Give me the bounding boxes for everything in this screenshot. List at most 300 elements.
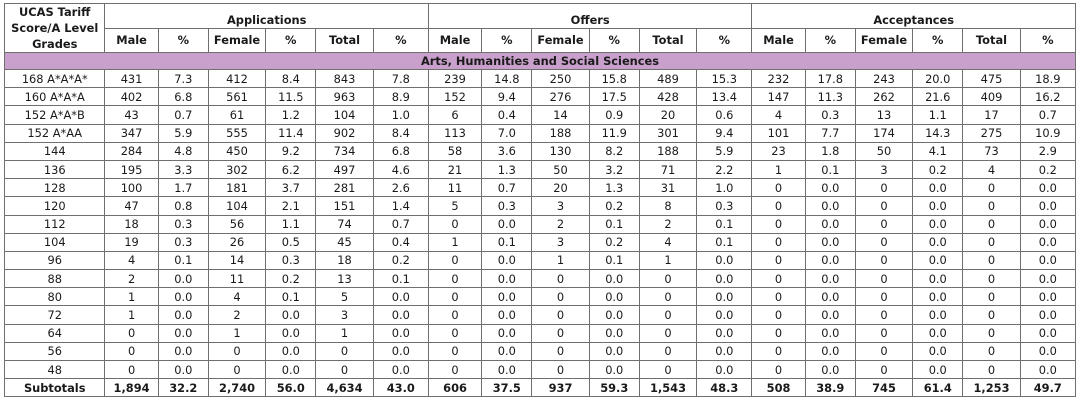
value-cell: 0.0 [805, 233, 855, 251]
value-cell: 4 [208, 288, 265, 306]
value-cell: 0.0 [913, 306, 963, 324]
table-row [5, 70, 1076, 88]
value-cell: 0.0 [805, 324, 855, 342]
value-cell: 7.3 [158, 70, 208, 88]
subtotal-cell: 937 [532, 379, 589, 397]
value-cell: 0.0 [913, 179, 963, 197]
acceptances-subheader: Female [855, 28, 912, 53]
grade-cell: 128 [5, 179, 105, 197]
value-cell: 11 [208, 270, 265, 288]
value-cell: 7.0 [482, 124, 532, 142]
offers-subheader: % [482, 28, 532, 53]
value-cell: 0.0 [805, 197, 855, 215]
value-cell: 0.0 [158, 324, 208, 342]
table-row [5, 324, 1076, 342]
value-cell: 7.8 [373, 70, 428, 88]
value-cell: 0.0 [1020, 342, 1075, 360]
value-cell: 0.0 [697, 324, 752, 342]
value-cell: 0 [963, 270, 1020, 288]
value-cell: 50 [855, 142, 912, 160]
value-cell: 0 [855, 215, 912, 233]
grade-cell: 72 [5, 306, 105, 324]
value-cell: 104 [316, 106, 373, 124]
value-cell: 0 [639, 361, 696, 379]
table-row [5, 342, 1076, 360]
offers-subheader: % [697, 28, 752, 53]
value-cell: 0.0 [482, 270, 532, 288]
table-row [5, 270, 1076, 288]
value-cell: 0.2 [373, 251, 428, 269]
value-cell: 1 [316, 324, 373, 342]
value-cell: 0 [855, 342, 912, 360]
value-cell: 0.0 [1020, 179, 1075, 197]
value-cell: 0.0 [158, 270, 208, 288]
value-cell: 58 [428, 142, 481, 160]
value-cell: 8.2 [589, 142, 639, 160]
applications-subheader: % [373, 28, 428, 53]
value-cell: 0.3 [805, 106, 855, 124]
grade-cell: 104 [5, 233, 105, 251]
value-cell: 0 [752, 324, 805, 342]
value-cell: 409 [963, 88, 1020, 106]
value-cell: 0.0 [1020, 215, 1075, 233]
value-cell: 0 [855, 197, 912, 215]
acceptances-subheader: % [913, 28, 963, 53]
value-cell: 0.1 [373, 270, 428, 288]
value-cell: 2.6 [373, 179, 428, 197]
value-cell: 0 [752, 251, 805, 269]
value-cell: 0 [639, 288, 696, 306]
grade-cell: 56 [5, 342, 105, 360]
value-cell: 0 [532, 306, 589, 324]
subtotal-cell: 1,253 [963, 379, 1020, 397]
subtotal-cell: 745 [855, 379, 912, 397]
value-cell: 71 [639, 160, 696, 178]
subtotal-cell: 37.5 [482, 379, 532, 397]
value-cell: 1.0 [373, 106, 428, 124]
value-cell: 19 [105, 233, 158, 251]
value-cell: 0.1 [589, 251, 639, 269]
subtotals-row [5, 379, 1076, 397]
value-cell: 243 [855, 70, 912, 88]
value-cell: 0.0 [805, 251, 855, 269]
value-cell: 0.3 [158, 233, 208, 251]
value-cell: 302 [208, 160, 265, 178]
value-cell: 8 [639, 197, 696, 215]
section-row [5, 53, 1076, 70]
value-cell: 174 [855, 124, 912, 142]
value-cell: 0 [428, 361, 481, 379]
value-cell: 0 [316, 361, 373, 379]
table-row [5, 306, 1076, 324]
value-cell: 0.0 [913, 251, 963, 269]
value-cell: 0 [639, 306, 696, 324]
value-cell: 0.0 [913, 324, 963, 342]
value-cell: 0.0 [913, 342, 963, 360]
value-cell: 0 [963, 324, 1020, 342]
table-row [5, 88, 1076, 106]
value-cell: 0 [963, 233, 1020, 251]
value-cell: 0.0 [158, 306, 208, 324]
value-cell: 0 [639, 324, 696, 342]
value-cell: 4.8 [158, 142, 208, 160]
value-cell: 0 [428, 324, 481, 342]
value-cell: 18.9 [1020, 70, 1075, 88]
value-cell: 17.8 [805, 70, 855, 88]
section-title: Arts, Humanities and Social Sciences [5, 53, 1076, 70]
grade-cell: 136 [5, 160, 105, 178]
value-cell: 0 [855, 306, 912, 324]
value-cell: 147 [752, 88, 805, 106]
value-cell: 0 [639, 270, 696, 288]
value-cell: 0.0 [1020, 288, 1075, 306]
value-cell: 1.3 [482, 160, 532, 178]
table-row [5, 288, 1076, 306]
value-cell: 0.2 [589, 197, 639, 215]
applications-subheader: % [266, 28, 316, 53]
value-cell: 232 [752, 70, 805, 88]
subheader-row [5, 28, 1076, 53]
value-cell: 50 [532, 160, 589, 178]
value-cell: 130 [532, 142, 589, 160]
value-cell: 4 [105, 251, 158, 269]
acceptances-subheader: Total [963, 28, 1020, 53]
value-cell: 262 [855, 88, 912, 106]
value-cell: 1.4 [373, 197, 428, 215]
value-cell: 100 [105, 179, 158, 197]
offers-header: Offers [428, 4, 752, 29]
value-cell: 4.6 [373, 160, 428, 178]
value-cell: 402 [105, 88, 158, 106]
value-cell: 0 [963, 197, 1020, 215]
value-cell: 1 [105, 288, 158, 306]
value-cell: 0 [532, 270, 589, 288]
value-cell: 104 [208, 197, 265, 215]
value-cell: 428 [639, 88, 696, 106]
value-cell: 0.0 [697, 288, 752, 306]
value-cell: 0 [105, 324, 158, 342]
table-row [5, 197, 1076, 215]
value-cell: 0.2 [589, 233, 639, 251]
value-cell: 0 [532, 342, 589, 360]
value-cell: 1 [752, 160, 805, 178]
value-cell: 275 [963, 124, 1020, 142]
value-cell: 181 [208, 179, 265, 197]
value-cell: 0.0 [482, 288, 532, 306]
value-cell: 0 [855, 179, 912, 197]
value-cell: 151 [316, 197, 373, 215]
subtotal-cell: 49.7 [1020, 379, 1075, 397]
value-cell: 0.0 [1020, 270, 1075, 288]
value-cell: 963 [316, 88, 373, 106]
value-cell: 11.5 [266, 88, 316, 106]
value-cell: 0.0 [373, 361, 428, 379]
value-cell: 0.0 [1020, 251, 1075, 269]
value-cell: 0.4 [482, 106, 532, 124]
value-cell: 6.2 [266, 160, 316, 178]
value-cell: 8.9 [373, 88, 428, 106]
table-row [5, 142, 1076, 160]
value-cell: 0.0 [589, 288, 639, 306]
value-cell: 3 [316, 306, 373, 324]
value-cell: 0.0 [1020, 233, 1075, 251]
value-cell: 0.4 [373, 233, 428, 251]
value-cell: 0.7 [1020, 106, 1075, 124]
value-cell: 0 [855, 251, 912, 269]
value-cell: 0.0 [373, 342, 428, 360]
value-cell: 5.9 [697, 142, 752, 160]
value-cell: 17.5 [589, 88, 639, 106]
value-cell: 0.3 [482, 197, 532, 215]
offers-subheader: Female [532, 28, 589, 53]
value-cell: 11.4 [266, 124, 316, 142]
value-cell: 0.0 [373, 288, 428, 306]
value-cell: 0.0 [805, 179, 855, 197]
subtotal-cell: 32.2 [158, 379, 208, 397]
value-cell: 10.9 [1020, 124, 1075, 142]
value-cell: 0.0 [805, 288, 855, 306]
table-body [5, 53, 1076, 397]
value-cell: 902 [316, 124, 373, 142]
applications-subheader: Male [105, 28, 158, 53]
value-cell: 0 [208, 342, 265, 360]
value-cell: 0.0 [697, 361, 752, 379]
value-cell: 0.0 [266, 342, 316, 360]
value-cell: 1 [428, 233, 481, 251]
value-cell: 0.0 [482, 215, 532, 233]
value-cell: 0.0 [1020, 306, 1075, 324]
value-cell: 0.5 [266, 233, 316, 251]
applications-header: Applications [105, 4, 428, 29]
value-cell: 0.0 [1020, 361, 1075, 379]
value-cell: 0 [963, 342, 1020, 360]
value-cell: 0 [855, 233, 912, 251]
value-cell: 1 [208, 324, 265, 342]
value-cell: 6.8 [158, 88, 208, 106]
value-cell: 0.0 [1020, 197, 1075, 215]
value-cell: 1 [639, 251, 696, 269]
value-cell: 0.0 [589, 324, 639, 342]
value-cell: 0 [963, 251, 1020, 269]
value-cell: 0.0 [589, 306, 639, 324]
value-cell: 3 [855, 160, 912, 178]
value-cell: 2 [208, 306, 265, 324]
value-cell: 0 [963, 306, 1020, 324]
value-cell: 734 [316, 142, 373, 160]
value-cell: 0.2 [266, 270, 316, 288]
subtotal-cell: 508 [752, 379, 805, 397]
value-cell: 0.0 [913, 288, 963, 306]
value-cell: 31 [639, 179, 696, 197]
grade-cell: 152 A*A*B [5, 106, 105, 124]
value-cell: 0.0 [805, 306, 855, 324]
value-cell: 13.4 [697, 88, 752, 106]
tariff-table [4, 3, 1076, 397]
value-cell: 14 [532, 106, 589, 124]
value-cell: 2 [105, 270, 158, 288]
value-cell: 11.3 [805, 88, 855, 106]
value-cell: 0.3 [697, 197, 752, 215]
value-cell: 0 [855, 361, 912, 379]
value-cell: 0.0 [266, 361, 316, 379]
subtotal-cell: 43.0 [373, 379, 428, 397]
value-cell: 0 [963, 361, 1020, 379]
value-cell: 0.3 [266, 251, 316, 269]
value-cell: 0.9 [589, 106, 639, 124]
value-cell: 73 [963, 142, 1020, 160]
value-cell: 0 [752, 270, 805, 288]
offers-subheader: Male [428, 28, 481, 53]
value-cell: 0.0 [697, 342, 752, 360]
value-cell: 0.0 [805, 215, 855, 233]
table-row [5, 251, 1076, 269]
value-cell: 0 [428, 251, 481, 269]
value-cell: 3 [532, 197, 589, 215]
grade-column-header: UCAS Tariff Score/A Level Grades [5, 4, 105, 53]
offers-subheader: Total [639, 28, 696, 53]
grade-cell: 48 [5, 361, 105, 379]
value-cell: 0 [855, 270, 912, 288]
value-cell: 45 [316, 233, 373, 251]
value-cell: 8.4 [373, 124, 428, 142]
value-cell: 21 [428, 160, 481, 178]
value-cell: 0.0 [913, 270, 963, 288]
value-cell: 0.0 [158, 288, 208, 306]
value-cell: 9.2 [266, 142, 316, 160]
value-cell: 11.9 [589, 124, 639, 142]
grade-cell: 112 [5, 215, 105, 233]
offers-subheader: % [589, 28, 639, 53]
value-cell: 4 [752, 106, 805, 124]
value-cell: 0 [752, 306, 805, 324]
value-cell: 0.0 [158, 361, 208, 379]
subtotal-cell: 38.9 [805, 379, 855, 397]
grade-cell: 168 A*A*A* [5, 70, 105, 88]
value-cell: 1 [105, 306, 158, 324]
value-cell: 0 [752, 215, 805, 233]
value-cell: 0.0 [913, 197, 963, 215]
value-cell: 18 [105, 215, 158, 233]
value-cell: 0 [752, 361, 805, 379]
value-cell: 23 [752, 142, 805, 160]
value-cell: 0 [752, 197, 805, 215]
value-cell: 281 [316, 179, 373, 197]
value-cell: 276 [532, 88, 589, 106]
value-cell: 0.3 [158, 215, 208, 233]
value-cell: 561 [208, 88, 265, 106]
value-cell: 3.7 [266, 179, 316, 197]
value-cell: 0 [963, 179, 1020, 197]
value-cell: 1.8 [805, 142, 855, 160]
value-cell: 9.4 [482, 88, 532, 106]
value-cell: 188 [532, 124, 589, 142]
value-cell: 0.0 [482, 342, 532, 360]
value-cell: 0.0 [373, 324, 428, 342]
subtotal-cell: 1,543 [639, 379, 696, 397]
value-cell: 0.7 [482, 179, 532, 197]
value-cell: 0 [752, 233, 805, 251]
value-cell: 7.7 [805, 124, 855, 142]
applications-subheader: Female [208, 28, 265, 53]
value-cell: 6 [428, 106, 481, 124]
value-cell: 1.7 [158, 179, 208, 197]
grade-cell: 96 [5, 251, 105, 269]
value-cell: 0.1 [482, 233, 532, 251]
value-cell: 17 [963, 106, 1020, 124]
grade-cell: 144 [5, 142, 105, 160]
value-cell: 4 [639, 233, 696, 251]
value-cell: 0 [855, 324, 912, 342]
table-row [5, 124, 1076, 142]
value-cell: 0 [428, 288, 481, 306]
value-cell: 0.1 [805, 160, 855, 178]
value-cell: 20 [532, 179, 589, 197]
value-cell: 15.3 [697, 70, 752, 88]
value-cell: 61 [208, 106, 265, 124]
subtotal-cell: 4,634 [316, 379, 373, 397]
subtotal-cell: 59.3 [589, 379, 639, 397]
value-cell: 250 [532, 70, 589, 88]
table-row [5, 160, 1076, 178]
value-cell: 0.0 [482, 324, 532, 342]
value-cell: 0.1 [589, 215, 639, 233]
subtotals-label: Subtotals [5, 379, 105, 397]
value-cell: 301 [639, 124, 696, 142]
subtotal-cell: 56.0 [266, 379, 316, 397]
value-cell: 0.2 [913, 160, 963, 178]
value-cell: 5.9 [158, 124, 208, 142]
value-cell: 152 [428, 88, 481, 106]
value-cell: 1.2 [266, 106, 316, 124]
value-cell: 0.1 [697, 233, 752, 251]
value-cell: 0.0 [913, 215, 963, 233]
subtotal-cell: 48.3 [697, 379, 752, 397]
value-cell: 0 [963, 288, 1020, 306]
value-cell: 2.1 [266, 197, 316, 215]
value-cell: 5 [316, 288, 373, 306]
table-row [5, 106, 1076, 124]
value-cell: 18 [316, 251, 373, 269]
value-cell: 2 [532, 215, 589, 233]
value-cell: 412 [208, 70, 265, 88]
value-cell: 0.0 [805, 342, 855, 360]
grade-cell: 80 [5, 288, 105, 306]
value-cell: 0.0 [266, 324, 316, 342]
value-cell: 56 [208, 215, 265, 233]
value-cell: 1.1 [913, 106, 963, 124]
applications-subheader: Total [316, 28, 373, 53]
value-cell: 0.0 [482, 361, 532, 379]
value-cell: 14.8 [482, 70, 532, 88]
table-row [5, 361, 1076, 379]
value-cell: 74 [316, 215, 373, 233]
acceptances-subheader: % [805, 28, 855, 53]
value-cell: 43 [105, 106, 158, 124]
value-cell: 2.2 [697, 160, 752, 178]
grade-cell: 88 [5, 270, 105, 288]
value-cell: 3.3 [158, 160, 208, 178]
value-cell: 1.0 [697, 179, 752, 197]
table-row [5, 179, 1076, 197]
value-cell: 0 [855, 288, 912, 306]
value-cell: 0.7 [158, 106, 208, 124]
grade-cell: 152 A*AA [5, 124, 105, 142]
value-cell: 0 [428, 306, 481, 324]
value-cell: 47 [105, 197, 158, 215]
value-cell: 0 [963, 215, 1020, 233]
grade-cell: 160 A*A*A [5, 88, 105, 106]
value-cell: 5 [428, 197, 481, 215]
